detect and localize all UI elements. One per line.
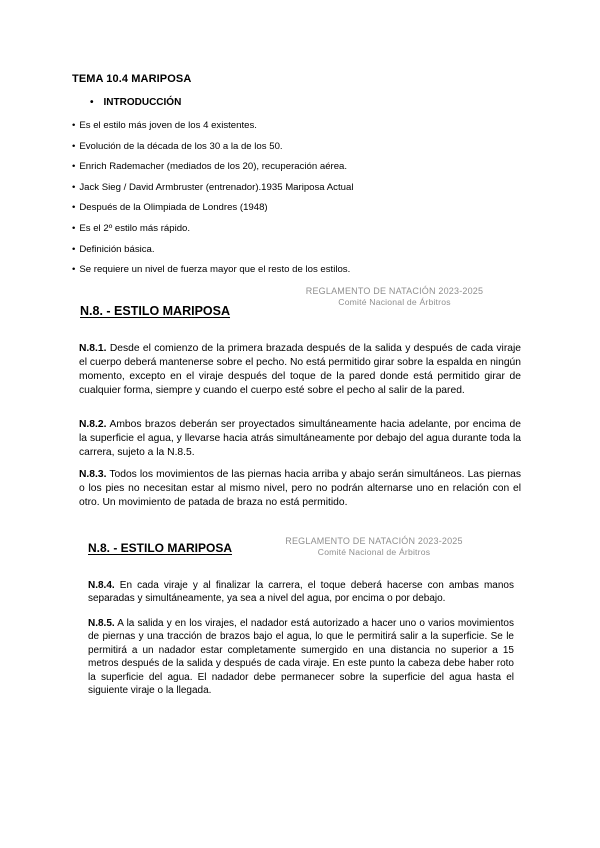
list-item [72, 137, 542, 158]
regulation-header-committee: Comité Nacional de Árbitros [338, 297, 451, 307]
rule-paragraph-n81 [79, 342, 521, 398]
bullet-symbol: • [72, 181, 76, 193]
list-item [72, 260, 542, 281]
rule-text: Todos los movimientos de las piernas hacia arriba y abajo serán simultáneos. Las piernas o los pies no necesitan estar al mismo nivel, pero no podrán alternarse uno en relación con el otro. Un movimiento de patada de braza no está permitido. [79, 469, 521, 508]
list-item [72, 157, 542, 178]
list-item [72, 219, 542, 240]
bullet-symbol: • [72, 222, 76, 234]
rule-paragraph-n83 [79, 468, 521, 510]
subheading-text: INTRODUCCIÓN [103, 97, 182, 108]
subheading [90, 97, 181, 108]
bullet-text: Es el 2º estilo más rápido. [79, 222, 191, 234]
section-title: N.8. - ESTILO MARIPOSA [80, 304, 231, 318]
rule-number: N.8.3. [79, 469, 107, 480]
regulation-header-title: REGLAMENTO DE NATACIÓN 2023-2025 [285, 536, 463, 546]
section-title: N.8. - ESTILO MARIPOSA [88, 541, 233, 555]
list-item [72, 240, 542, 261]
regulation-header [302, 286, 487, 308]
bullet-text: Definición básica. [79, 243, 155, 255]
bullet-symbol: • [72, 264, 76, 276]
rule-number: N.8.2. [79, 419, 107, 430]
rule-paragraph-n82 [79, 418, 521, 460]
bullet-symbol: • [72, 243, 76, 255]
bullet-text: Se requiere un nivel de fuerza mayor que el resto de los estilos. [79, 264, 351, 276]
bullet-symbol: • [72, 120, 76, 131]
list-item [72, 178, 542, 199]
intro-bullet-list [72, 116, 542, 281]
rule-paragraph-n84 [88, 579, 514, 606]
rule-paragraph-n85 [88, 617, 514, 697]
rule-number: N.8.5. [88, 618, 115, 629]
bullet-text: Enrich Rademacher (mediados de los 20), recuperación aérea. [79, 161, 348, 173]
rule-text: A la salida y en los virajes, el nadador está autorizado a hacer uno o varios movimientos de piernas y una tracción de brazos bajo el agua, lo que le permitirá salir a la superficie. Se le permitirá a un nadador estar completamente sumergido en una distancia no superior a 15 metros después de la salida y después de cada viraje. En este punto la cabeza debe haber roto la superficie del agua. El nadador debe permanecer sobre la superficie del agua hasta el siguiente viraje o la llegada. [88, 618, 514, 697]
rule-number: N.8.4. [88, 580, 115, 591]
bullet-symbol: • [72, 202, 76, 214]
rule-text: Desde el comienzo de la primera brazada después de la salida y después de cada viraje el cuerpo deberá mantenerse sobre el pecho. No está permitido girar sobre la espalda en ningún momento, excepto en el viraje después del toque de la pared donde está permitido girar de cualquier forma, siempre y cuando el cuerpo esté sobre el pecho al salir de la pared. [79, 343, 521, 396]
list-item [72, 198, 542, 219]
bullet-symbol: • [72, 161, 76, 173]
regulation-header-title: REGLAMENTO DE NATACIÓN 2023-2025 [305, 286, 484, 296]
rule-number: N.8.1. [79, 343, 107, 354]
regulation-header-committee: Comité Nacional de Árbitros [317, 547, 431, 557]
rule-text: En cada viraje y al finalizar la carrera, el toque deberá hacerse con ambas manos separadas y simultáneamente, ya sea a nivel del agua, por encima o por debajo. [88, 580, 514, 605]
list-item [72, 116, 542, 137]
bullet-text: Es el estilo más joven de los 4 existentes. [79, 120, 257, 131]
subheading-bullet: • [90, 97, 94, 108]
bullet-text: Jack Sieg / David Armbruster (entrenador).1935 Mariposa Actual [79, 181, 354, 193]
rule-text: Ambos brazos deberán ser proyectados simultáneamente hacia adelante, por encima de la superficie el agua, y llevarse hacia atrás simultáneamente por debajo del agua durante toda la carrera, sujeto a la N.8.5. [79, 419, 521, 458]
bullet-text: Después de la Olimpiada de Londres (1948) [79, 202, 268, 214]
regulation-header [284, 536, 464, 558]
topic-title: TEMA 10.4 MARIPOSA [72, 73, 192, 85]
bullet-text: Evolución de la década de los 30 a la de los 50. [79, 140, 283, 152]
bullet-symbol: • [72, 140, 76, 152]
